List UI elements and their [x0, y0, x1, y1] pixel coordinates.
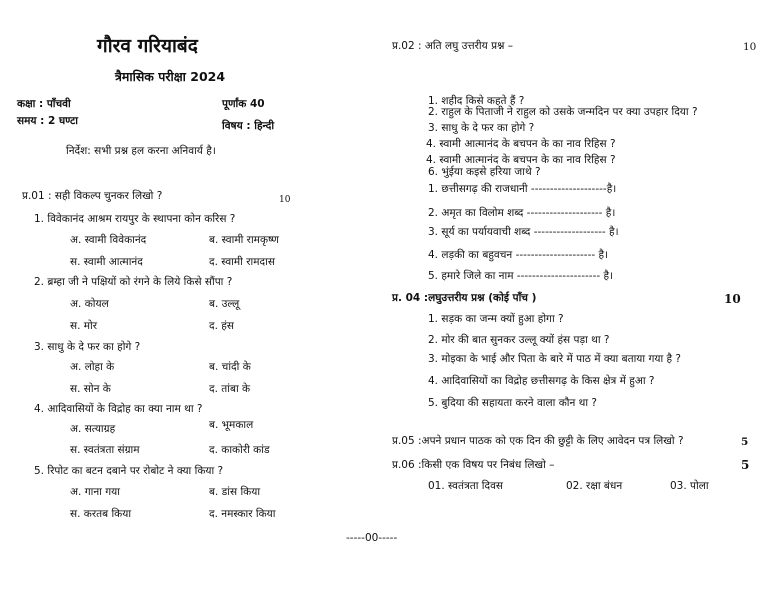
q1-option-2a: अ. कोयल [70, 298, 109, 310]
max-marks-label: पूर्णांक 40 [222, 98, 265, 110]
q2-item-3: 3. साधु के दे फर का होगे ? [428, 122, 535, 134]
q4-item-5: 5. बुदिया की सहायता करने वाला कौन था ? [428, 397, 597, 409]
q5-text: प्र.05 :अपने प्रधान पाठक को एक दिन की छुट्टी के लिए आवेदन पत्र लिखो ? [392, 435, 684, 447]
q1-option-2d: द. हंस [209, 320, 234, 332]
footer-divider: -----00----- [346, 532, 398, 544]
q4-heading: प्र. 04 :लघुउत्तरीय प्रश्न (कोई पाँच ) [392, 292, 537, 304]
time-label: समय : 2 घण्टा [17, 115, 79, 127]
q1-option-5d: द. नमस्कार किया [209, 508, 276, 520]
q6-text: प्र.06 :किसी एक विषय पर निबंध लिखो – [392, 459, 555, 471]
q2-fill-3: 3. सूर्य का पर्यायवाची शब्द ------------------- है। [428, 226, 619, 238]
q2-item-5: 4. स्वामी आत्मानंद के बचपन के का नाव रिहिस ? [426, 154, 616, 166]
exam-title: त्रैमासिक परीक्षा 2024 [115, 69, 226, 84]
subject-label: विषय : हिन्दी [222, 120, 275, 132]
q6-marks: 5 [741, 458, 750, 472]
q2-item-6: 6. भुंईया कइसे हरिया जाथे ? [428, 166, 541, 178]
q1-option-1d: द. स्वामी रामदास [209, 256, 275, 268]
q2-item-1: 1. शहीद किसे कहते हैं ? [428, 95, 525, 107]
q1-option-4b: ब. भूमकाल [209, 419, 254, 431]
q2-marks: 10 [743, 41, 757, 53]
q1-question-3: 3. साधु के दे फर का होगे ? [34, 341, 141, 353]
q2-heading: प्र.02 : अति लघु उत्तरीय प्रश्न – [392, 40, 514, 52]
q2-fill-5: 5. हमारे जिले का नाम ---------------------- है। [428, 270, 614, 282]
q1-option-1b: ब. स्वामी रामकृष्ण [209, 234, 279, 246]
q4-item-3: 3. मोइका के भाई और पिता के बारे में पाठ में क्या बताया गया है ? [428, 353, 681, 365]
q1-heading: प्र.01 : सही विकल्प चुनकर लिखो ? [22, 190, 163, 202]
q1-option-1c: स. स्वामी आत्मानंद [70, 256, 143, 268]
class-label: कक्षा : पाँचवी [17, 98, 71, 110]
q4-item-4: 4. आदिवासियों का विद्रोह छत्तीसगढ़ के किस क्षेत्र में हुआ ? [428, 375, 655, 387]
q6-topic-3: 03. पोला [670, 480, 709, 492]
q1-question-4: 4. आदिवासियों के विद्रोह का क्या नाम था ? [34, 403, 203, 415]
q1-question-1: 1. विवेकानंद आश्रम रायपुर के स्थापना कोन करिस ? [34, 213, 236, 225]
q4-item-2: 2. मोर की बात सुनकर उल्लू क्यों हंस पड़ा था ? [428, 334, 610, 346]
q5-marks: 5 [741, 436, 749, 448]
q2-fill-2: 2. अमृत का विलोम शब्द -------------------- है। [428, 207, 616, 219]
q6-topic-1: 01. स्वतंत्रता दिवस [428, 480, 504, 492]
q1-option-4a: अ. सत्याग्रह [70, 423, 116, 435]
q1-option-2c: स. मोर [70, 320, 98, 332]
q2-fill-1: 1. छत्तीसगढ़ की राजधानी --------------------है। [428, 183, 617, 195]
instruction-text: निर्देश: सभी प्रश्न हल करना अनिवार्य है। [66, 145, 216, 157]
q2-item-4: 4. स्वामी आत्मानंद के बचपन के का नाव रिहिस ? [426, 138, 616, 150]
q1-option-2b: ब. उल्लू [209, 298, 240, 310]
q1-option-5b: ब. डांस किया [209, 486, 261, 498]
q1-option-5c: स. करतब किया [70, 508, 132, 520]
q1-option-5a: अ. गाना गया [70, 486, 120, 498]
q1-option-3d: द. तांबा के [209, 383, 251, 395]
q1-option-3c: स. सोन के [70, 383, 111, 395]
q1-question-5: 5. रिपोट का बटन दबाने पर रोबोट ने क्या किया ? [34, 465, 224, 477]
q4-marks: 10 [724, 292, 741, 306]
q1-option-4d: द. काकोरी कांड [209, 444, 270, 456]
q1-option-1a: अ. स्वामी विवेकानंद [70, 234, 147, 246]
q1-marks: 10 [279, 195, 291, 205]
q1-option-3b: ब. चांदी के [209, 361, 251, 373]
q1-question-2: 2. ब्रम्हा जी ने पक्षियों को रंगने के लिये किसे सौंपा ? [34, 276, 233, 288]
q2-item-2: 2. राहुल के पिताजी ने राहुल को उसके जन्मदिन पर क्या उपहार दिया ? [428, 106, 698, 118]
q1-option-4c: स. स्वतंत्रता संग्राम [70, 444, 140, 456]
q4-item-1: 1. सड़क का जन्म क्यों हुआ होगा ? [428, 313, 564, 325]
q1-option-3a: अ. लोहा के [70, 361, 115, 373]
school-title: गौरव गरियाबंद [97, 35, 198, 57]
q6-topic-2: 02. रक्षा बंधन [566, 480, 623, 492]
q2-fill-4: 4. लड़की का बहुवचन --------------------- है। [428, 249, 609, 261]
